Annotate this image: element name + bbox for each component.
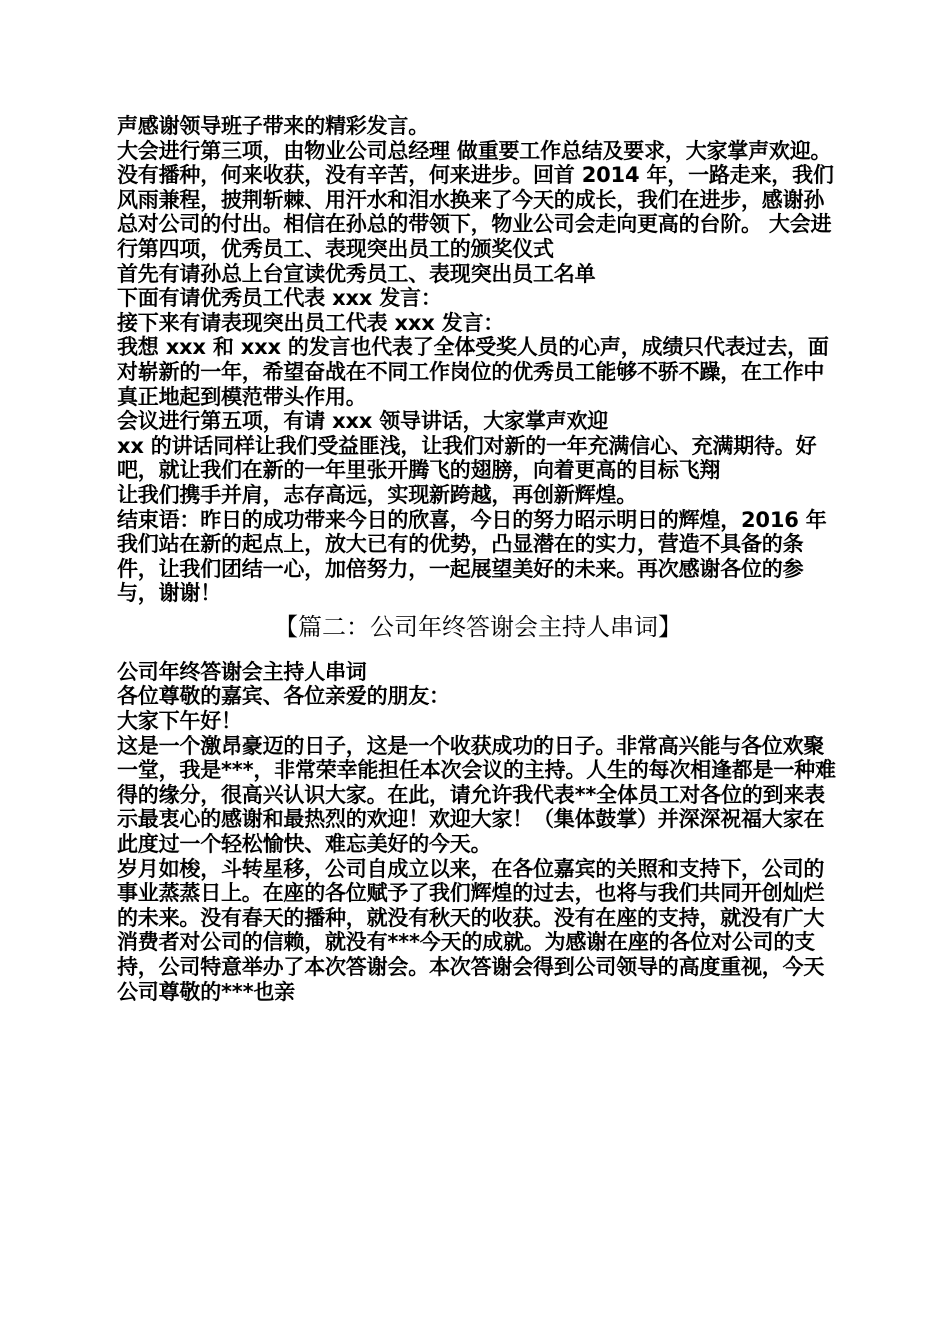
paragraph-greeting: 大家下午好！ [117, 709, 242, 734]
section-spacer [117, 646, 839, 660]
section-heading: 【篇二：公司年终答谢会主持人串词】 [274, 612, 682, 641]
paragraph-award-summary: 我想 xxx 和 xxx 的发言也代表了全体受奖人员的心声，成绩只代表过去，面对崭新的一年，希望奋战在不同工作岗位的优秀员工能够不骄不躁，在工作中真正地起到模范带头作用。 [117, 335, 829, 409]
paragraph-outstanding-speaker: 接下来有请表现突出员工代表 xxx 发言： [117, 310, 505, 335]
paragraph-thanks-leaders: 声感谢领导班子带来的精彩发言。 [117, 114, 429, 138]
paragraph-leader-speech-response: xx 的讲话同样让我们受益匪浅，让我们对新的一年充满信心、充满期待。好吧，就让我们在新的一年里张开腾飞的翅膀，向着更高的目标飞翔 [117, 433, 817, 483]
paragraph-salutation: 各位尊敬的嘉宾、各位亲爱的朋友： [117, 684, 450, 709]
paragraph-excellent-speaker: 下面有请优秀员工代表 xxx 发言： [117, 286, 442, 311]
paragraph-company-history: 岁月如梭，斗转星移，公司自成立以来，在各位嘉宾的关照和支持下，公司的事业蒸蒸日上。在座的各位赋予了我们辉煌的过去，也将与我们共同开创灿烂的未来。没有春天的播种，就没有秋天的收获。没有在座的支持，就没有广大消费者对公司的信赖，就没有***今天的成就。为感谢在座的各位对公司的支持，公司特意举办了本次答谢会。本次答谢会得到公司领导的高度重视，今天公司尊敬的***也亲 [117, 856, 825, 1004]
paragraph-hand-in-hand: 让我们携手并肩，志存高远，实现新跨越，再创新辉煌。 [117, 482, 637, 507]
paragraph-review-2014: 没有播种，何来收获，没有辛苦，何来进步。回首 2014 年，一路走来，我们风雨兼程，披荆斩棘、用汗水和泪水换来了今天的成长，我们在进步，感谢孙总对公司的付出。相信在孙总的带领下，物业公司会走向更高的台阶。 大会进行第四项，优秀员工、表现突出员工的颁奖仪式 [117, 163, 834, 261]
paragraph-award-list: 首先有请孙总上台宣读优秀员工、表现突出员工名单 [117, 261, 596, 286]
paragraph-closing-remarks: 结束语：昨日的成功带来今日的欣喜，今日的努力昭示明日的辉煌，2016 年我们站在新的起点上，放大已有的优势，凸显潜在的实力，营造不具备的条件，让我们团结一心，加倍努力，一起展望美好的未来。再次感谢各位的参与，谢谢！ [117, 507, 827, 606]
paragraph-item-five: 会议进行第五项，有请 xxx 领导讲话，大家掌声欢迎 [117, 409, 609, 434]
document-body [117, 114, 839, 1004]
paragraph-item-three: 大会进行第三项，由物业公司总经理 做重要工作总结及要求，大家掌声欢迎。 [117, 138, 832, 163]
paragraph-script-title: 公司年终答谢会主持人串词 [117, 659, 367, 684]
paragraph-opening: 这是一个激昂豪迈的日子，这是一个收获成功的日子。非常高兴能与各位欢聚一堂，我是***，非常荣幸能担任本次会议的主持。人生的每次相逢都是一种难得的缘分，很高兴认识大家。在此，请允许我代表**全体员工对各位的到来表示最衷心的感谢和最热烈的欢迎！欢迎大家！（集体鼓掌）并深深祝福大家在此度过一个轻松愉快、难忘美好的今天。 [117, 733, 836, 857]
